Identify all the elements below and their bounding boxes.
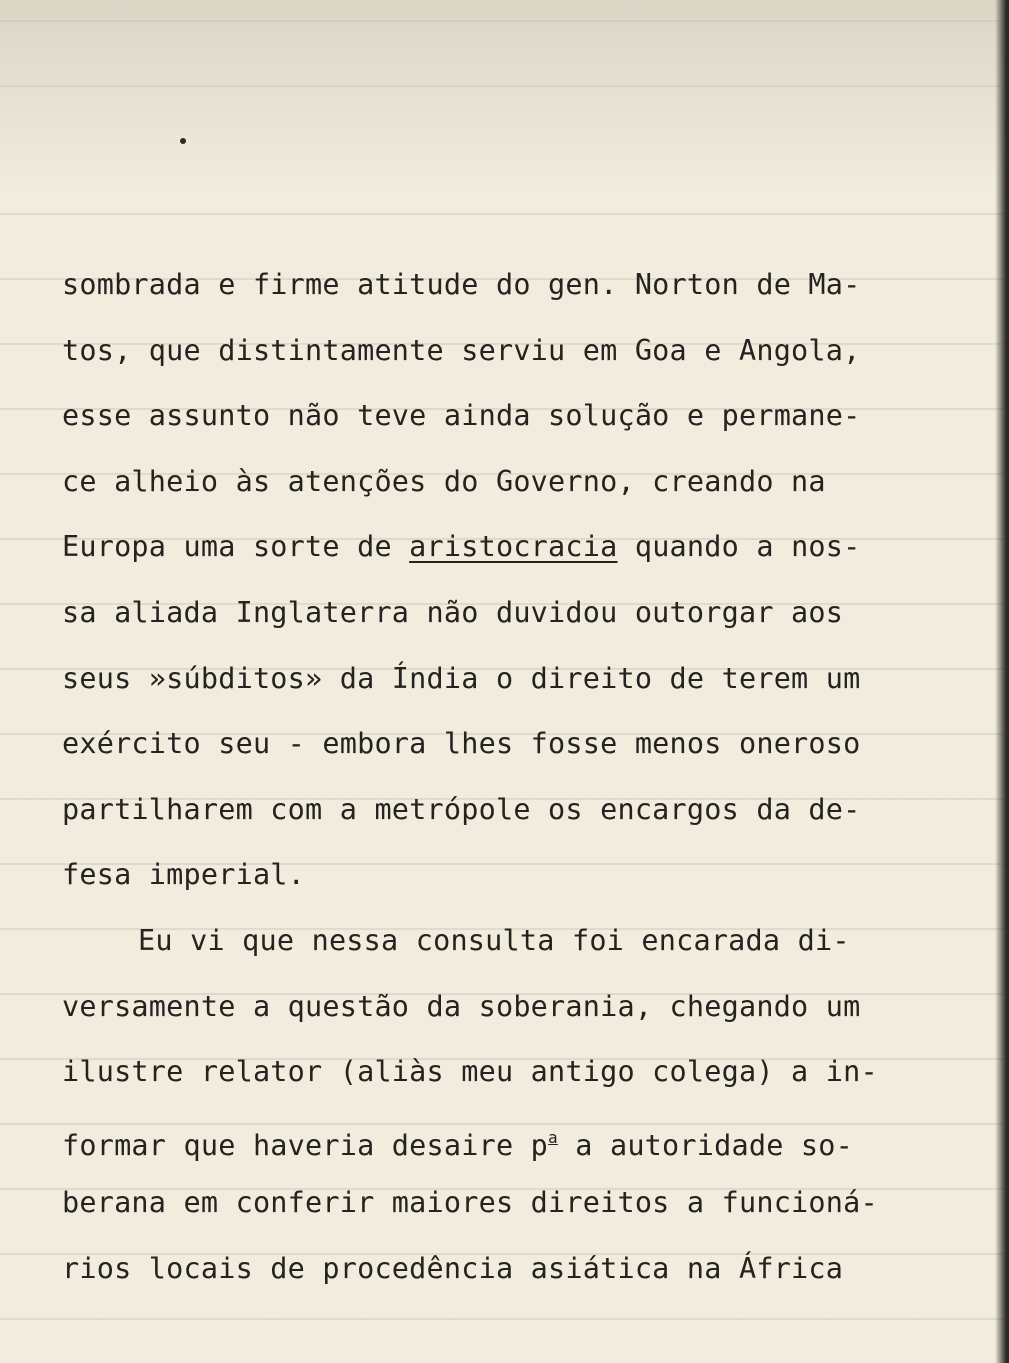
text-line: exército seu - embora lhes fosse menos oneroso — [62, 727, 861, 761]
text-segment: formar que haveria desaire p — [62, 1128, 549, 1162]
paragraph-first-line: Eu vi que nessa consulta foi encarada di- — [138, 923, 850, 957]
text-line: berana em conferir maiores direitos a funcioná- — [62, 1186, 878, 1220]
text-line: esse assunto não teve ainda solução e permane- — [62, 399, 861, 433]
text-line: sombrada e firme atitude do gen. Norton de Ma- — [62, 268, 861, 301]
underlined-word: aristocracia — [409, 530, 618, 564]
text-line — [62, 1112, 992, 1178]
text-line: ce alheio às atenções do Governo, creando na — [62, 464, 826, 498]
text-segment: Europa uma sorte de — [62, 530, 410, 564]
text-segment: quando a nos- — [617, 530, 861, 564]
text-line: ilustre relator (aliàs meu antigo colega) a in- — [62, 1055, 878, 1089]
page-edge-shadow — [995, 0, 1009, 1363]
text-line: versamente a questão da soberania, chegando um — [62, 989, 861, 1023]
text-line: rios locais de procedência asiática na África — [62, 1251, 844, 1285]
text-line: tos, que distintamente serviu em Goa e Angola, — [62, 333, 861, 367]
text-line: seus »súbditos» da Índia o direito de terem um — [62, 661, 861, 695]
text-line: partilharem com a metrópole os encargos da de- — [62, 792, 861, 826]
typed-text-body — [62, 259, 992, 1309]
ink-speck — [180, 138, 186, 144]
text-line — [62, 521, 992, 587]
text-line: sa aliada Inglaterra não duvidou outorgar aos — [62, 595, 844, 629]
text-line: fesa imperial. — [62, 858, 306, 892]
paper-shading — [0, 0, 1009, 190]
text-segment: a autoridade so- — [557, 1128, 853, 1162]
superscript-abbrev: a — [548, 1127, 558, 1147]
